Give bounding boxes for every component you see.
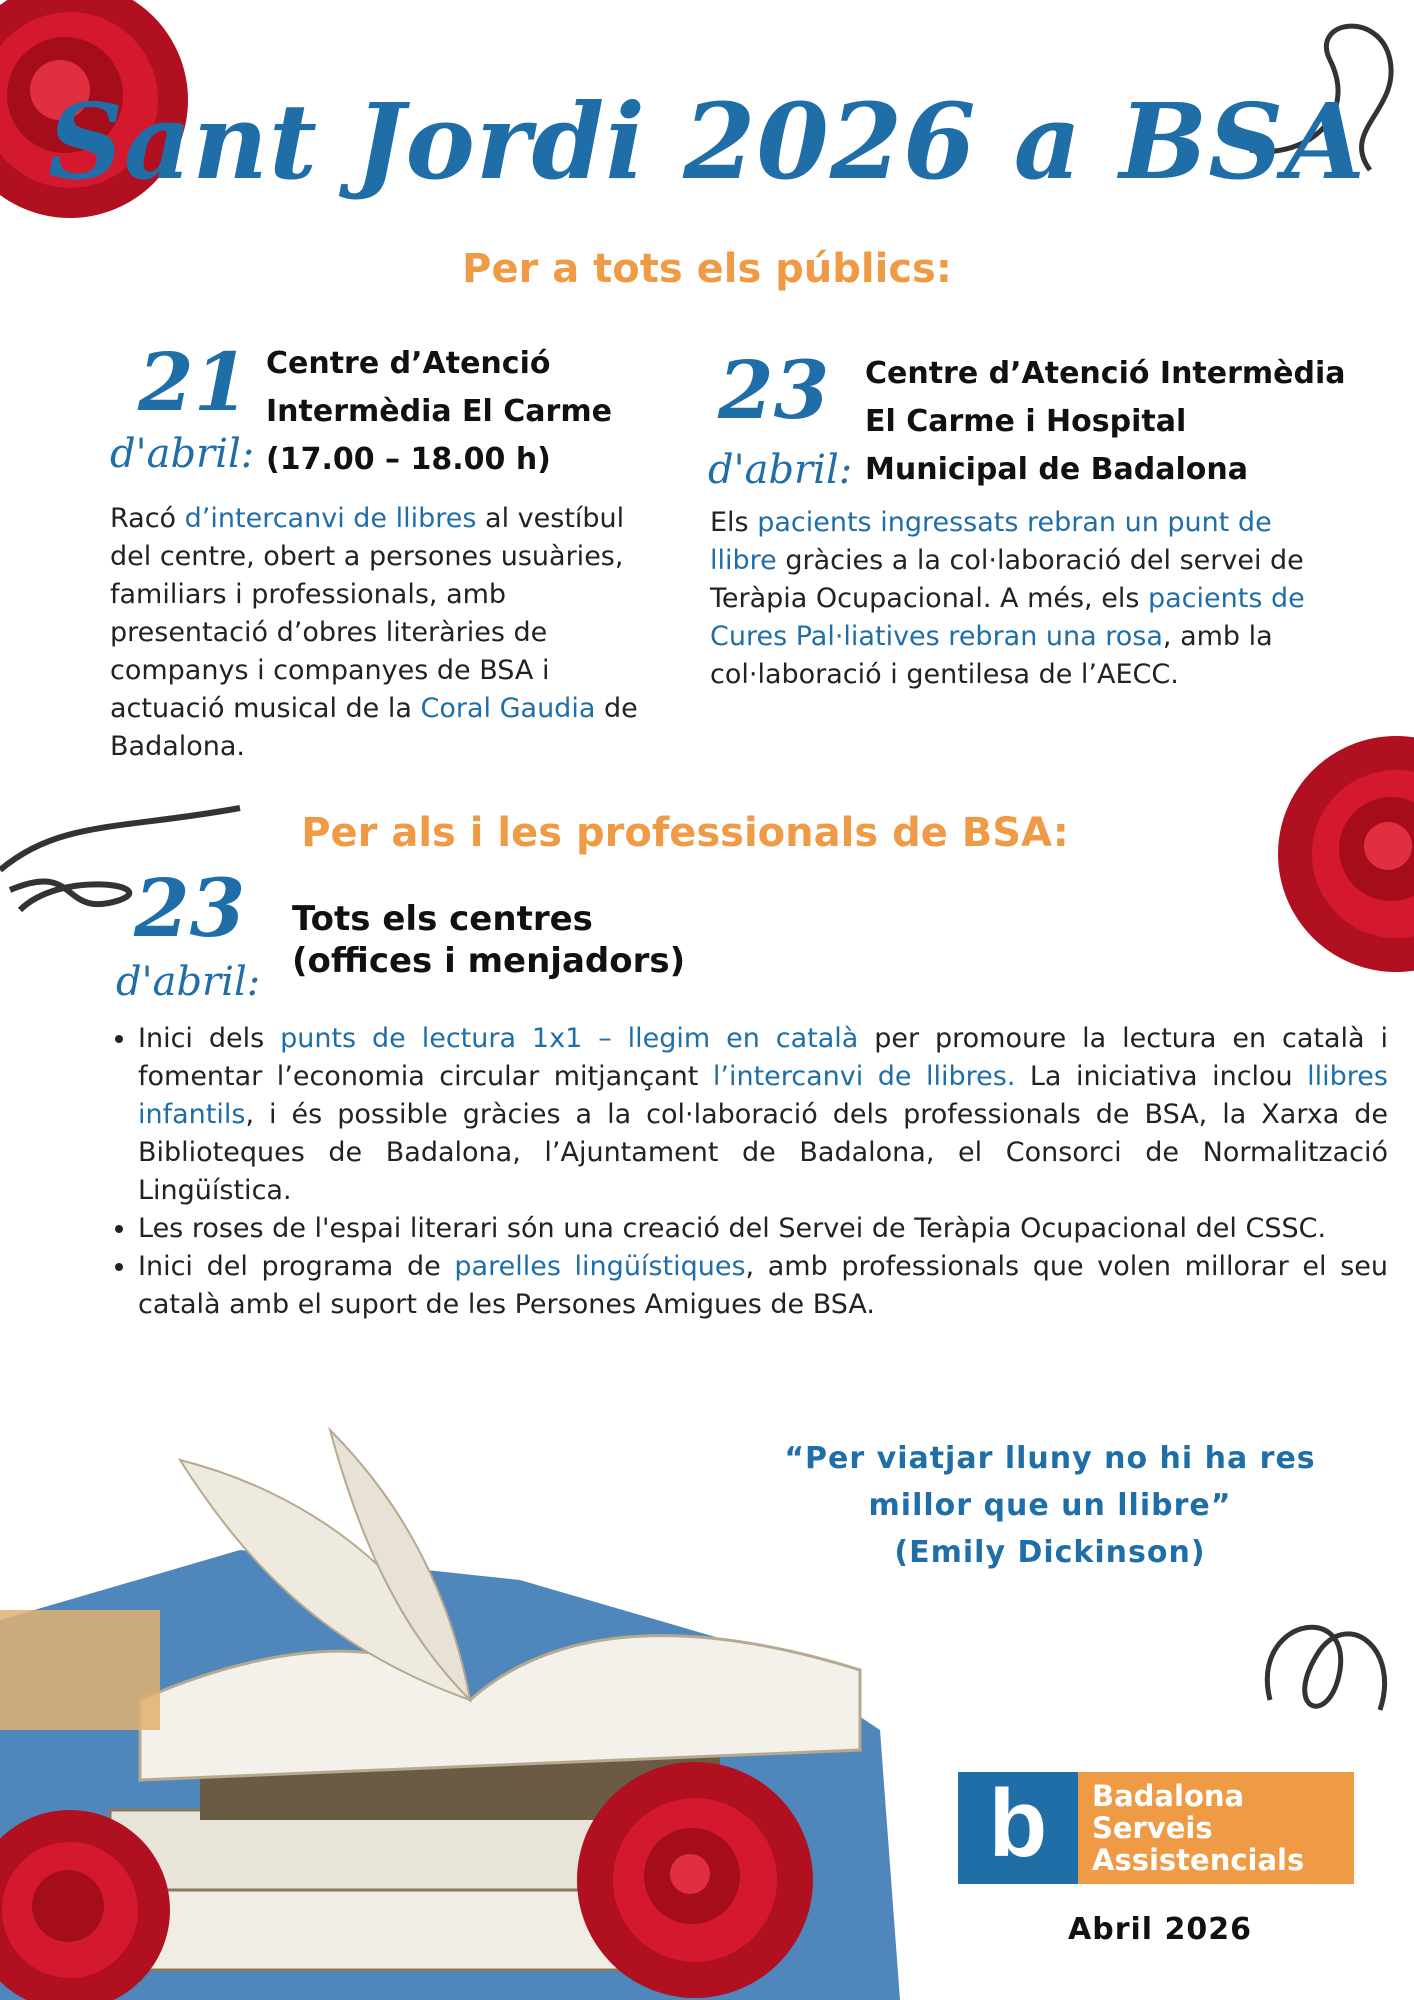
pros-place-line1: Tots els centres [292, 899, 593, 939]
bsa-logo-mark: b [958, 1772, 1078, 1884]
pros-day: 23 [134, 861, 246, 955]
event1-highlight-1: d’intercanvi de llibres [184, 503, 477, 534]
event1-text-4: de Badalona. [110, 693, 638, 762]
bullet0-highlight-3: l’intercanvi de llibres. [712, 1061, 1016, 1092]
bullet1-text-0: Les roses de l'espai literari són una creació del Servei de Teràpia Ocupacional del CSSC. [138, 1213, 1327, 1244]
bullet0-text-2: per promoure la lectura en català i fomentar l’economia circular mitjançant [138, 1023, 1388, 1092]
event2-description [710, 504, 1310, 694]
pros-month: d'abril: [116, 959, 261, 1005]
quote-block [780, 1435, 1320, 1576]
logo-line2: Serveis [1092, 1811, 1213, 1845]
pros-bullet-list [104, 1020, 1388, 1324]
event2-day: 23 [718, 343, 830, 437]
logo-line3: Assistencials [1092, 1843, 1305, 1877]
event1-highlight-3: Coral Gaudia [420, 693, 596, 724]
bullet2-text-2: , amb professionals que volen millorar el seu català amb el suport de les Persones Amigues de BSA. [138, 1251, 1388, 1320]
bullet0-text-0: Inici dels [138, 1023, 281, 1054]
bullet0-highlight-1: punts de lectura 1x1 – llegim en català [280, 1023, 859, 1054]
bsa-logo-text [1078, 1772, 1354, 1884]
event1-time: (17.00 – 18.00 h) [266, 442, 551, 477]
rose-right-image [1276, 714, 1414, 994]
rose-bottom-center-image [570, 1750, 820, 2000]
bullet0-text-4: La iniciativa inclou [1015, 1061, 1308, 1092]
event1-place [266, 340, 646, 484]
quote-author: (Emily Dickinson) [894, 1535, 1206, 1570]
quote-line1: “Per viatjar lluny no hi ha res [784, 1441, 1316, 1476]
bullet2-text-0: Inici del programa de [138, 1251, 455, 1282]
page-title: Sant Jordi 2026 a BSA [47, 80, 1367, 203]
pros-place-line2: (offices i menjadors) [292, 941, 686, 981]
event1-place-line2: Intermèdia El Carme [266, 394, 612, 429]
event1-description [110, 500, 640, 766]
event1-day: 21 [138, 335, 250, 429]
event2-text-2: gràcies a la col·laboració del servei de Teràpia Ocupacional. A més, els [710, 545, 1304, 614]
event2-place-line3: Municipal de Badalona [865, 452, 1248, 487]
event2-place [865, 350, 1365, 494]
event2-text-4: , amb la col·laboració i gentilesa de l’AECC. [710, 621, 1273, 690]
event1-text-0: Racó [110, 503, 185, 534]
bullet2-highlight-1: parelles lingüístiques [454, 1251, 746, 1282]
event1-month: d'abril: [110, 431, 255, 477]
scribble-bottom-right-decoration [1250, 1560, 1400, 1760]
logo-line1: Badalona [1092, 1779, 1245, 1813]
pros-bullet-item [138, 1248, 1388, 1324]
event1-place-line1: Centre d’Atenció [266, 346, 551, 381]
bsa-logo [958, 1772, 1354, 1884]
event2-highlight-1: pacients ingressats rebran un punt de llibre [710, 507, 1272, 576]
event1-text-2: al vestíbul del centre, obert a persones usuàries, familiars i professionals, amb presentació d’obres literàries de companys i companyes de BSA i actuació musical de la [110, 503, 625, 724]
pros-bullet-item [138, 1210, 1388, 1248]
pros-bullet-item [138, 1020, 1388, 1210]
event2-place-line1: Centre d’Atenció Intermèdia [865, 356, 1346, 391]
event2-place-line2: El Carme i Hospital [865, 404, 1187, 439]
event2-text-0: Els [710, 507, 758, 538]
event2-month: d'abril: [708, 447, 853, 493]
quote-line2: millor que un llibre” [868, 1488, 1232, 1523]
section-heading-professionals: Per als i les professionals de BSA: [301, 810, 1069, 856]
rose-bottom-left-image [0, 1800, 170, 2000]
footer-date: Abril 2026 [1068, 1912, 1252, 1947]
section-heading-public: Per a tots els públics: [462, 246, 952, 292]
bullet0-text-6: , i és possible gràcies a la col·laboració dels professionals de BSA, la Xarxa de Biblioteques de Badalona, l’Ajuntament de Badalona, el Consorci de Normalització Lingüística. [138, 1099, 1388, 1206]
pros-place [292, 898, 792, 982]
event2-highlight-3: pacients de Cures Pal·liatives rebran una rosa [710, 583, 1305, 652]
bullet0-highlight-5: llibres infantils [138, 1061, 1388, 1130]
